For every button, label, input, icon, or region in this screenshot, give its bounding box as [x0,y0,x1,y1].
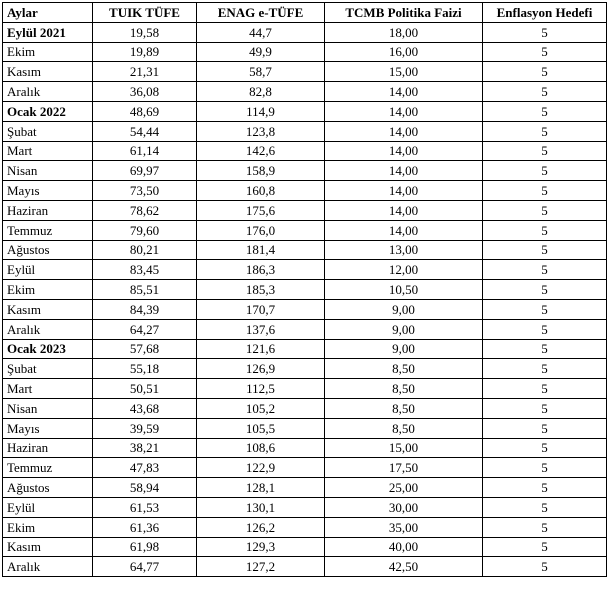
header-enflasyon-hedefi: Enflasyon Hedefi [483,3,607,23]
cell-tcmb-politika-faizi: 13,00 [325,240,483,260]
cell-enag-e-tufe: 176,0 [197,220,325,240]
cell-tcmb-politika-faizi: 9,00 [325,319,483,339]
cell-tuik-tufe: 61,14 [93,141,197,161]
cell-enag-e-tufe: 186,3 [197,260,325,280]
header-aylar: Aylar [3,3,93,23]
cell-tuik-tufe: 19,58 [93,22,197,42]
header-tcmb-politika-faizi: TCMB Politika Faizi [325,3,483,23]
cell-tcmb-politika-faizi: 8,50 [325,418,483,438]
cell-month: Şubat [3,121,93,141]
cell-month: Mart [3,141,93,161]
cell-month: Nisan [3,398,93,418]
cell-enflasyon-hedefi: 5 [483,220,607,240]
cell-enflasyon-hedefi: 5 [483,22,607,42]
cell-enag-e-tufe: 105,2 [197,398,325,418]
table-row [3,260,607,280]
cell-enflasyon-hedefi: 5 [483,240,607,260]
cell-enag-e-tufe: 49,9 [197,42,325,62]
cell-tcmb-politika-faizi: 14,00 [325,101,483,121]
cell-enflasyon-hedefi: 5 [483,200,607,220]
cell-month: Ekim [3,517,93,537]
cell-tcmb-politika-faizi: 16,00 [325,42,483,62]
cell-tcmb-politika-faizi: 9,00 [325,299,483,319]
table-row [3,557,607,577]
cell-tuik-tufe: 85,51 [93,280,197,300]
cell-enag-e-tufe: 123,8 [197,121,325,141]
table-row [3,280,607,300]
cell-tcmb-politika-faizi: 40,00 [325,537,483,557]
cell-tuik-tufe: 84,39 [93,299,197,319]
cell-enflasyon-hedefi: 5 [483,82,607,102]
cell-enflasyon-hedefi: 5 [483,379,607,399]
table-row [3,359,607,379]
cell-tuik-tufe: 58,94 [93,478,197,498]
table-body [3,22,607,576]
cell-enflasyon-hedefi: 5 [483,339,607,359]
cell-enag-e-tufe: 105,5 [197,418,325,438]
cell-month: Mayıs [3,418,93,438]
cell-tcmb-politika-faizi: 14,00 [325,220,483,240]
cell-enflasyon-hedefi: 5 [483,517,607,537]
cell-tcmb-politika-faizi: 14,00 [325,141,483,161]
cell-enag-e-tufe: 114,9 [197,101,325,121]
cell-enflasyon-hedefi: 5 [483,141,607,161]
cell-tcmb-politika-faizi: 35,00 [325,517,483,537]
cell-enag-e-tufe: 130,1 [197,497,325,517]
cell-enflasyon-hedefi: 5 [483,161,607,181]
cell-enflasyon-hedefi: 5 [483,478,607,498]
cell-tcmb-politika-faizi: 14,00 [325,121,483,141]
table-row [3,121,607,141]
cell-tcmb-politika-faizi: 14,00 [325,181,483,201]
cell-tuik-tufe: 78,62 [93,200,197,220]
cell-month: Nisan [3,161,93,181]
cell-enag-e-tufe: 122,9 [197,458,325,478]
cell-enag-e-tufe: 181,4 [197,240,325,260]
table-row [3,240,607,260]
table-row [3,537,607,557]
cell-tuik-tufe: 39,59 [93,418,197,438]
cell-enflasyon-hedefi: 5 [483,398,607,418]
cell-month: Ocak 2022 [3,101,93,121]
table-row [3,339,607,359]
cell-month: Kasım [3,537,93,557]
cell-enflasyon-hedefi: 5 [483,438,607,458]
cell-enag-e-tufe: 129,3 [197,537,325,557]
cell-enag-e-tufe: 160,8 [197,181,325,201]
cell-month: Aralık [3,82,93,102]
cell-tcmb-politika-faizi: 14,00 [325,200,483,220]
cell-enag-e-tufe: 175,6 [197,200,325,220]
cell-month: Kasım [3,62,93,82]
cell-tcmb-politika-faizi: 14,00 [325,161,483,181]
table-row [3,141,607,161]
cell-tcmb-politika-faizi: 15,00 [325,438,483,458]
cell-month: Aralık [3,319,93,339]
cell-month: Haziran [3,200,93,220]
table-row [3,42,607,62]
cell-tuik-tufe: 80,21 [93,240,197,260]
cell-tuik-tufe: 83,45 [93,260,197,280]
table-row [3,161,607,181]
cell-month: Ocak 2023 [3,339,93,359]
table-row [3,200,607,220]
table-row [3,62,607,82]
cell-enflasyon-hedefi: 5 [483,458,607,478]
cell-tuik-tufe: 57,68 [93,339,197,359]
cell-tcmb-politika-faizi: 8,50 [325,398,483,418]
table-row [3,299,607,319]
cell-tuik-tufe: 54,44 [93,121,197,141]
cell-tuik-tufe: 61,53 [93,497,197,517]
cell-enag-e-tufe: 126,9 [197,359,325,379]
table-row [3,438,607,458]
cell-enag-e-tufe: 112,5 [197,379,325,399]
header-row [3,3,607,23]
table-row [3,458,607,478]
cell-enflasyon-hedefi: 5 [483,62,607,82]
cell-enflasyon-hedefi: 5 [483,280,607,300]
table-row [3,319,607,339]
cell-tcmb-politika-faizi: 8,50 [325,359,483,379]
cell-enflasyon-hedefi: 5 [483,121,607,141]
cell-month: Eylül 2021 [3,22,93,42]
cell-enflasyon-hedefi: 5 [483,319,607,339]
cell-tuik-tufe: 73,50 [93,181,197,201]
cell-enflasyon-hedefi: 5 [483,181,607,201]
cell-tuik-tufe: 79,60 [93,220,197,240]
cell-month: Temmuz [3,458,93,478]
cell-tuik-tufe: 69,97 [93,161,197,181]
cell-tuik-tufe: 47,83 [93,458,197,478]
table-row [3,101,607,121]
cell-enag-e-tufe: 121,6 [197,339,325,359]
cell-tcmb-politika-faizi: 42,50 [325,557,483,577]
cell-month: Eylül [3,497,93,517]
cell-enag-e-tufe: 185,3 [197,280,325,300]
cell-tcmb-politika-faizi: 9,00 [325,339,483,359]
inflation-table [2,2,607,577]
cell-tuik-tufe: 48,69 [93,101,197,121]
cell-tuik-tufe: 64,27 [93,319,197,339]
header-tuik-tufe: TUIK TÜFE [93,3,197,23]
cell-tuik-tufe: 64,77 [93,557,197,577]
header-enag-e-tufe: ENAG e-TÜFE [197,3,325,23]
cell-enag-e-tufe: 44,7 [197,22,325,42]
cell-month: Kasım [3,299,93,319]
cell-tuik-tufe: 43,68 [93,398,197,418]
cell-month: Ekim [3,42,93,62]
cell-enflasyon-hedefi: 5 [483,359,607,379]
cell-tcmb-politika-faizi: 18,00 [325,22,483,42]
table-row [3,398,607,418]
table-row [3,418,607,438]
cell-tuik-tufe: 19,89 [93,42,197,62]
cell-enag-e-tufe: 127,2 [197,557,325,577]
cell-tuik-tufe: 21,31 [93,62,197,82]
cell-enflasyon-hedefi: 5 [483,299,607,319]
cell-tcmb-politika-faizi: 10,50 [325,280,483,300]
cell-tuik-tufe: 38,21 [93,438,197,458]
cell-enflasyon-hedefi: 5 [483,537,607,557]
cell-month: Aralık [3,557,93,577]
cell-tuik-tufe: 61,98 [93,537,197,557]
table-row [3,181,607,201]
cell-tuik-tufe: 50,51 [93,379,197,399]
cell-enag-e-tufe: 137,6 [197,319,325,339]
cell-tcmb-politika-faizi: 25,00 [325,478,483,498]
table-row [3,379,607,399]
cell-enag-e-tufe: 128,1 [197,478,325,498]
cell-month: Ağustos [3,240,93,260]
cell-month: Şubat [3,359,93,379]
table-row [3,517,607,537]
cell-tcmb-politika-faizi: 30,00 [325,497,483,517]
cell-tcmb-politika-faizi: 8,50 [325,379,483,399]
cell-enflasyon-hedefi: 5 [483,557,607,577]
cell-enflasyon-hedefi: 5 [483,418,607,438]
cell-enflasyon-hedefi: 5 [483,42,607,62]
cell-enflasyon-hedefi: 5 [483,260,607,280]
cell-tcmb-politika-faizi: 12,00 [325,260,483,280]
cell-month: Temmuz [3,220,93,240]
cell-tcmb-politika-faizi: 14,00 [325,82,483,102]
table-row [3,82,607,102]
cell-month: Ekim [3,280,93,300]
cell-enag-e-tufe: 58,7 [197,62,325,82]
cell-enag-e-tufe: 82,8 [197,82,325,102]
table-row [3,478,607,498]
cell-month: Mart [3,379,93,399]
cell-tcmb-politika-faizi: 15,00 [325,62,483,82]
cell-month: Eylül [3,260,93,280]
cell-tuik-tufe: 61,36 [93,517,197,537]
cell-tuik-tufe: 36,08 [93,82,197,102]
cell-enflasyon-hedefi: 5 [483,497,607,517]
cell-enag-e-tufe: 108,6 [197,438,325,458]
cell-month: Mayıs [3,181,93,201]
cell-enflasyon-hedefi: 5 [483,101,607,121]
cell-enag-e-tufe: 158,9 [197,161,325,181]
table-row [3,22,607,42]
cell-enag-e-tufe: 126,2 [197,517,325,537]
cell-month: Haziran [3,438,93,458]
cell-month: Ağustos [3,478,93,498]
table-row [3,220,607,240]
cell-enag-e-tufe: 142,6 [197,141,325,161]
cell-tuik-tufe: 55,18 [93,359,197,379]
table-row [3,497,607,517]
cell-tcmb-politika-faizi: 17,50 [325,458,483,478]
cell-enag-e-tufe: 170,7 [197,299,325,319]
